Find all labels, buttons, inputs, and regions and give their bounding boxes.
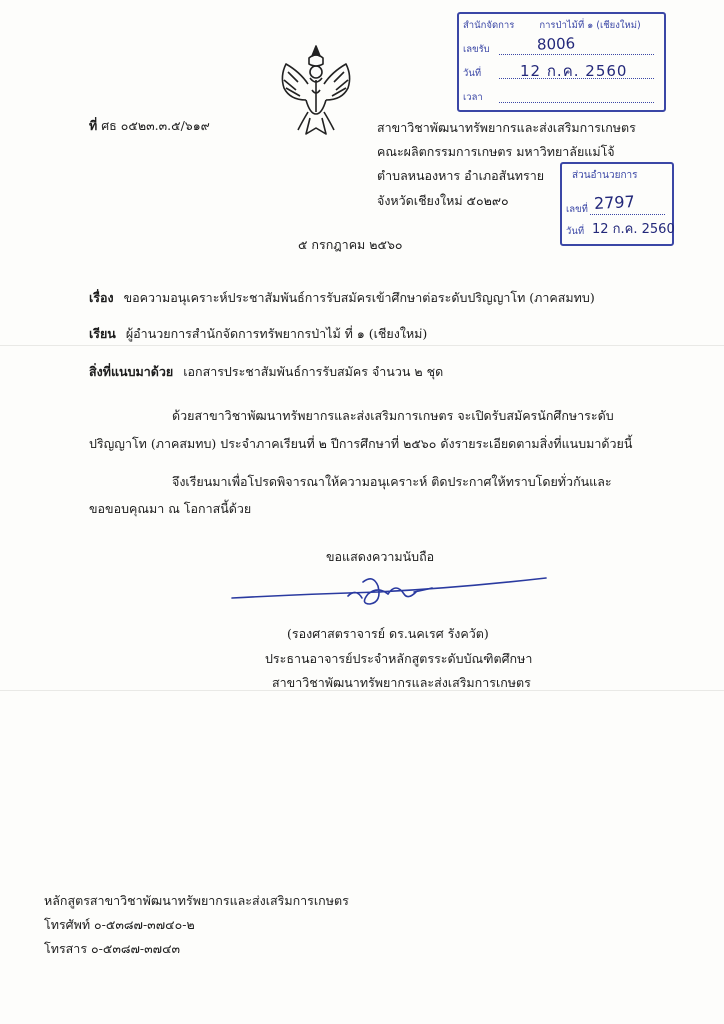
attachment-line [89,364,443,380]
body-paragraph-1-line-2: ปริญญาโท (ภาคสมทบ) ประจำภาคเรียนที่ ๒ ปีการศึกษาที่ ๒๕๖๐ ดังรายระเอียดตามสิ่งที่แนบมาด้วยนี้ [89,436,633,451]
stamp-label: สำนักจัดการ [463,20,515,31]
fold-line [0,345,724,346]
signer-name: (รองศาสตราจารย์ ดร.นคเรศ รังควัต) [287,626,489,641]
sender-address-line: จังหวัดเชียงใหม่ ๕๐๒๙๐ [377,193,509,208]
stamp-label: วันที่ [566,226,585,237]
stamp-label: วันที่ [463,68,482,79]
dotted-line [499,102,654,103]
dotted-line [590,214,665,215]
stamp-value: การป่าไม้ที่ ๑ (เชียงใหม่) [539,20,641,31]
stamp-label: เลขรับ [463,44,490,55]
footer-fax: โทรสาร ๐-๕๓๘๗-๓๗๔๓ [44,941,181,956]
handwritten-receipt-number: 8006 [536,34,576,54]
signature-image [228,568,558,618]
reference-label: ที่ [89,118,98,133]
reference-value: ศธ ๐๕๒๓.๓.๕/๖๑๙ [101,118,210,133]
attachment-label: สิ่งที่แนบมาด้วย [89,364,174,379]
letter-date: ๕ กรกฎาคม ๒๕๖๐ [298,237,403,252]
sender-org-line: สาขาวิชาพัฒนาทรัพยากรและส่งเสริมการเกษตร [377,120,636,135]
stamp-label: เลขที่ [566,204,588,215]
body-paragraph-2-line-1: จึงเรียนมาเพื่อโปรดพิจารณาให้ความอนุเคราะห์ ติดประกาศให้ทราบโดยทั่วกันและ [172,474,612,489]
sender-address-line: ตำบลหนองหาร อำเภอสันทราย [377,168,545,183]
signer-title: ประธานอาจารย์ประจำหลักสูตรระดับบัณฑิตศึกษา [265,651,533,666]
signer-department: สาขาวิชาพัฒนาทรัพยากรและส่งเสริมการเกษตร [272,675,531,690]
footer-phone: โทรศัพท์ ๐-๕๓๘๗-๓๗๔๐-๒ [44,917,195,932]
subject-text: ขอความอนุเคราะห์ประชาสัมพันธ์การรับสมัครเข้าศึกษาต่อระดับปริญญาโท (ภาคสมทบ) [123,290,595,305]
sender-org-line: คณะผลิตกรรมการเกษตร มหาวิทยาลัยแม่โจ้ [377,144,615,159]
recipient-line [89,326,427,342]
dotted-line [499,54,654,55]
body-paragraph-2-line-2: ขอขอบคุณมา ณ โอกาสนี้ด้วย [89,501,252,516]
handwritten-admin-number: 2797 [593,191,636,214]
recipient-label: เรียน [89,326,116,341]
garuda-emblem-icon [276,42,356,142]
subject-label: เรื่อง [89,290,114,305]
handwritten-receipt-date: 12 ก.ค. 2560 [520,62,628,80]
subject-line [89,290,595,306]
attachment-text: เอกสารประชาสัมพันธ์การรับสมัคร จำนวน ๒ ชุด [183,364,444,379]
footer-program: หลักสูตรสาขาวิชาพัฒนาทรัพยากรและส่งเสริมการเกษตร [44,893,349,908]
handwritten-admin-date: 12 ก.ค. 2560 [592,222,675,237]
closing-regards: ขอแสดงความนับถือ [326,549,435,564]
reference-number [89,118,210,134]
stamp-label: เวลา [463,92,483,103]
body-paragraph-1-line-1: ด้วยสาขาวิชาพัฒนาทรัพยากรและส่งเสริมการเกษตร จะเปิดรับสมัครนักศึกษาระดับ [172,408,614,423]
stamp-title: ส่วนอำนวยการ [572,170,638,181]
recipient-text: ผู้อำนวยการสำนักจัดการทรัพยากรป่าไม้ ที่ ๑ (เชียงใหม่) [125,326,428,341]
